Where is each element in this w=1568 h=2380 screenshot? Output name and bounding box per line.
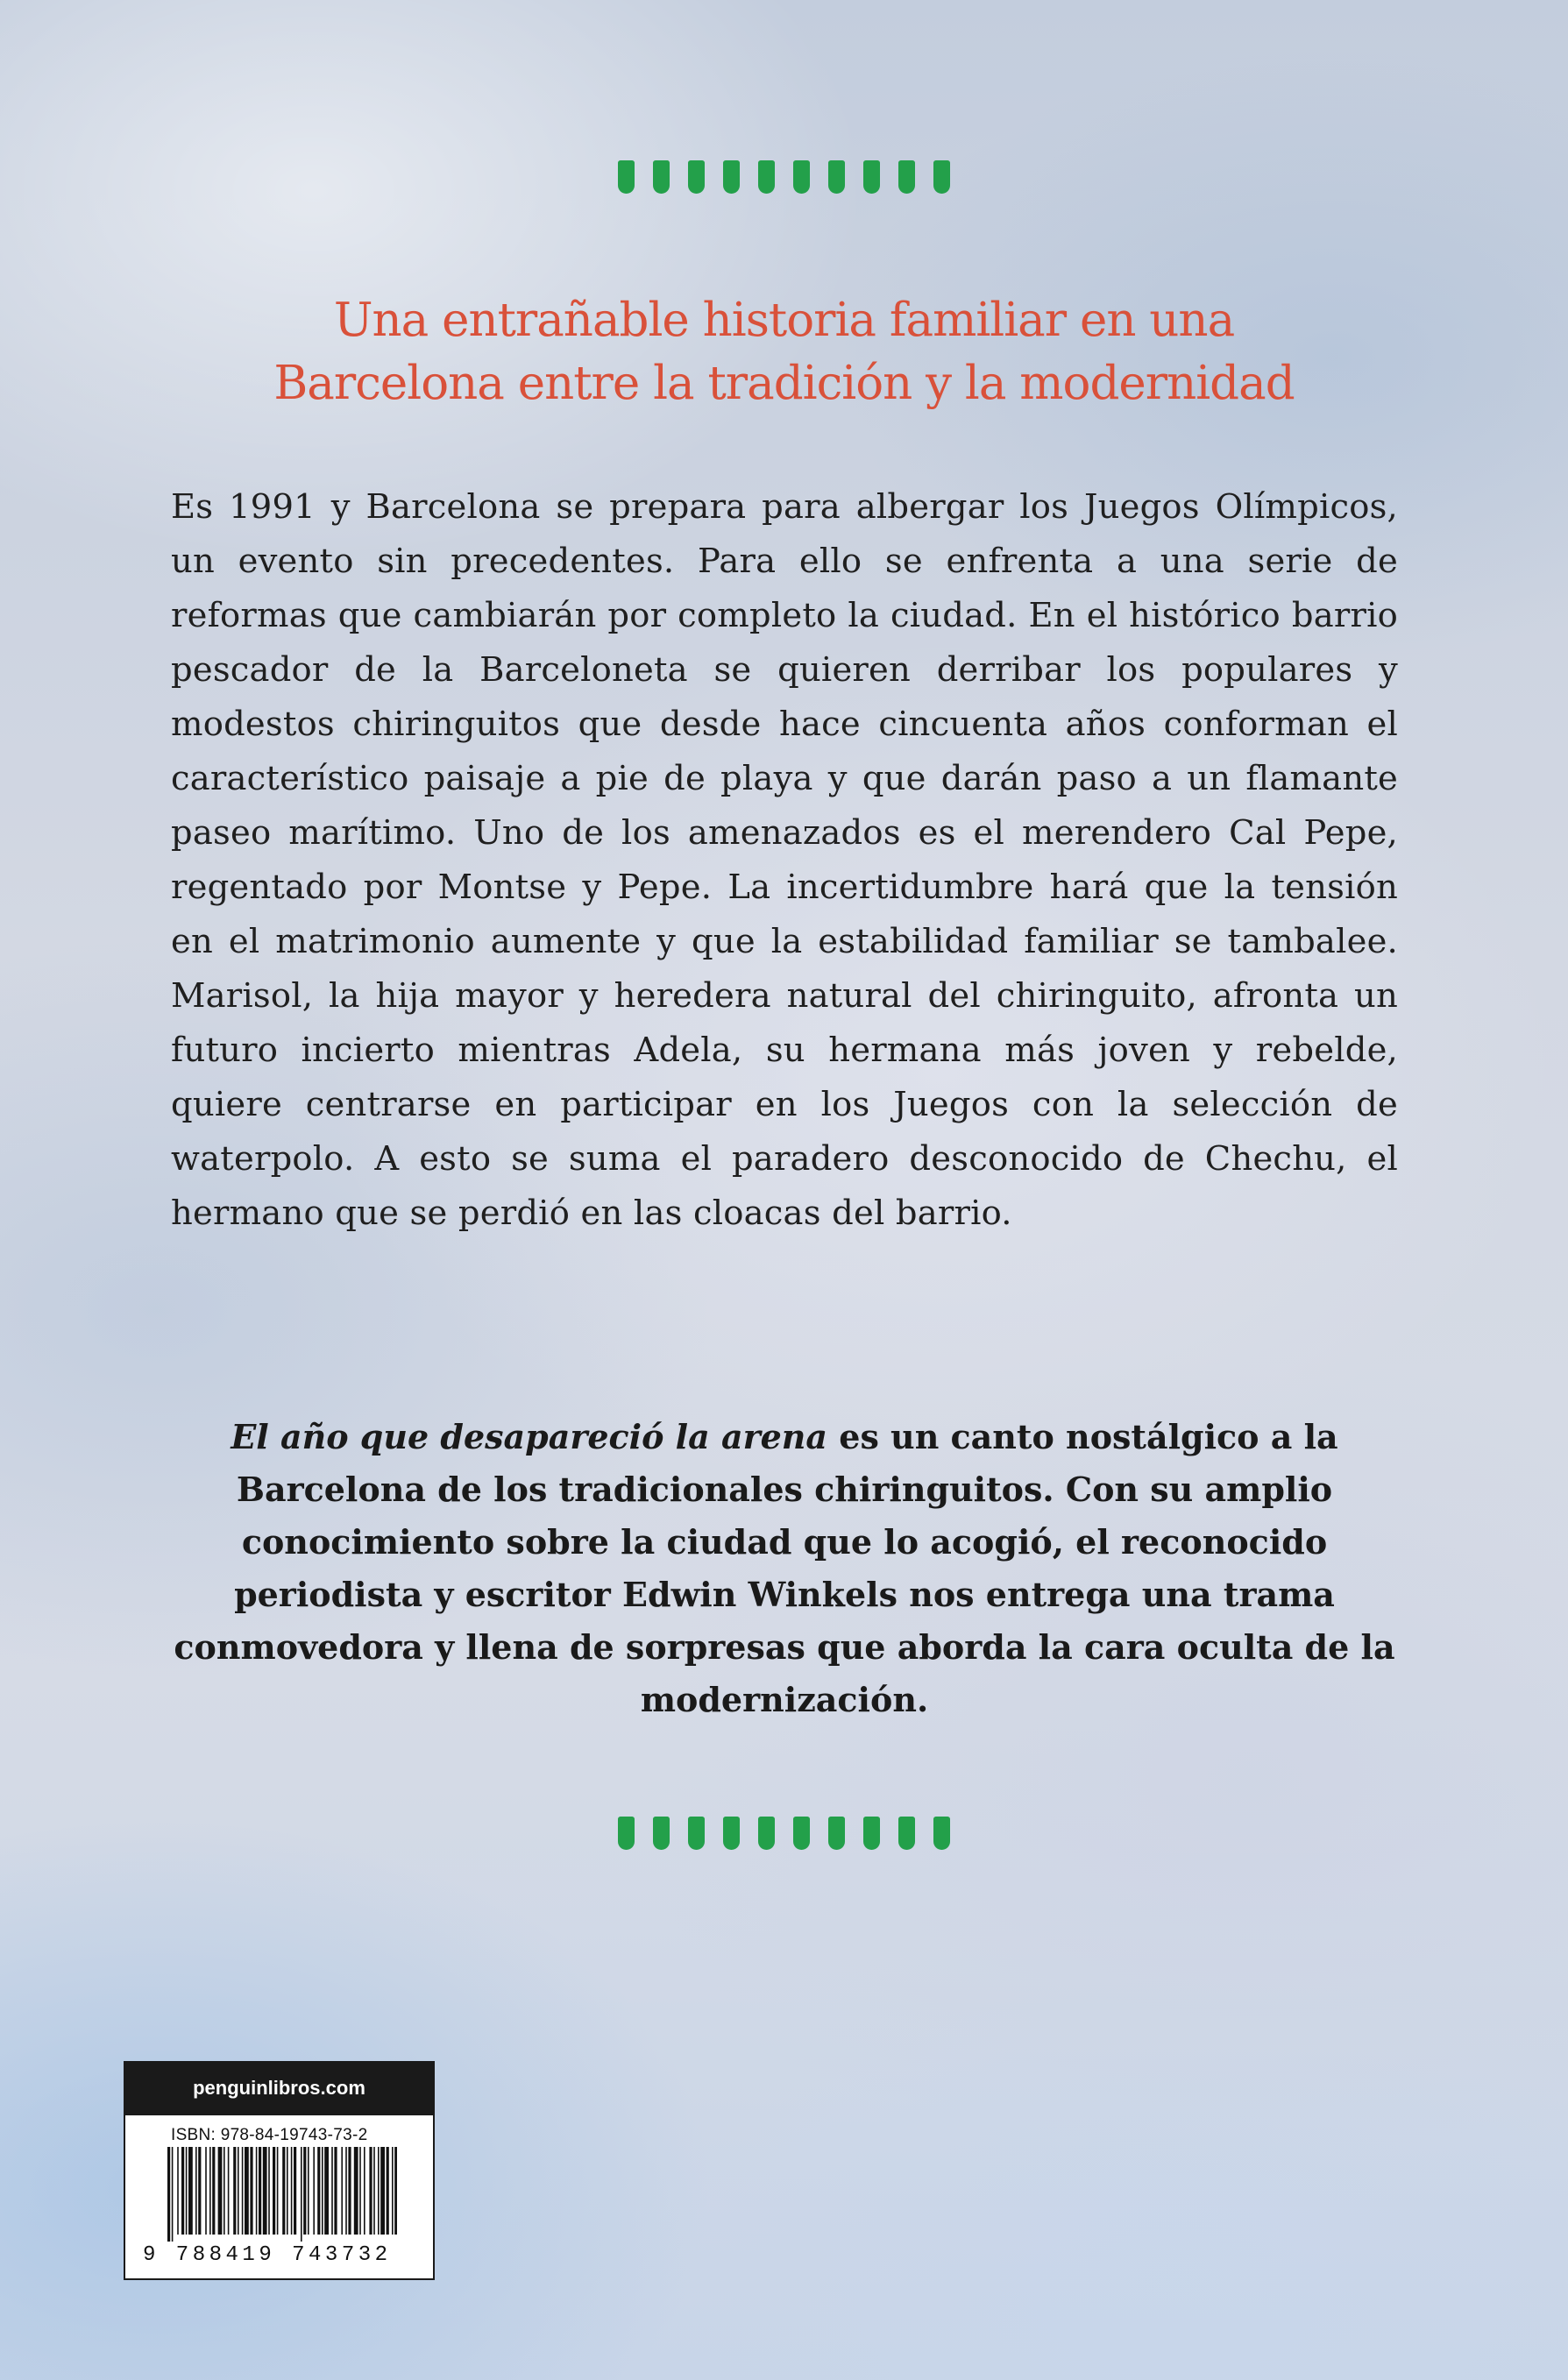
- barcode-bar: [334, 2147, 337, 2235]
- barcode-bar: [277, 2147, 279, 2235]
- ornament-tick: [898, 1817, 915, 1850]
- barcode-bar: [250, 2147, 252, 2235]
- ornament-tick: [793, 1817, 810, 1850]
- barcode-bar: [223, 2147, 225, 2235]
- ornament-tick: [653, 160, 670, 194]
- synopsis-paragraph: Es 1991 y Barcelona se prepara para albergar los Juegos Olímpicos, un evento sin precedentes. Para ello se enfrenta a una serie de reformas que cambiarán por completo la ciudad. En el histórico barrio pescador de la Barceloneta se quieren derribar los populares y modestos chiringuitos que desde hace cincuenta años conforman el característico paisaje a pie de playa y que darán paso a un flamante paseo marítimo. Uno de los amenazados es el merendero Cal Pepe, regentado por Montse y Pepe. La incertidumbre hará que la tensión en el matrimonio aumente y que la estabilidad familiar se tambalee. Marisol, la hija mayor y heredera natural del chiringuito, afronta un futuro incierto mientras Adela, su hermana más joven y rebelde, quiere centrarse en participar en los Juegos con la selección de waterpolo. A esto se suma el paradero desconocido de Chechu, el hermano que se perdió en las cloacas del barrio.: [171, 487, 1398, 1233]
- barcode-bar: [369, 2147, 372, 2235]
- barcode-bar: [380, 2147, 385, 2235]
- ornament-tick: [863, 160, 880, 194]
- barcode-bar: [245, 2147, 249, 2235]
- barcode-bar: [392, 2147, 394, 2235]
- barcode-digits: 9 788419 743732: [143, 2243, 392, 2267]
- barcode-bar: [259, 2147, 261, 2235]
- headline-line-2: Barcelona entre la tradición y la modernidad: [273, 357, 1295, 410]
- ornament-tick: [723, 160, 740, 194]
- barcode-bar: [242, 2147, 244, 2235]
- barcode-bar: [341, 2147, 343, 2235]
- closing-paragraph: [149, 1411, 1420, 1726]
- barcode-bar: [181, 2147, 184, 2235]
- barcode-bar: [331, 2147, 333, 2235]
- ornament-tick: [758, 1817, 775, 1850]
- isbn-block: [124, 2061, 435, 2280]
- barcode-bar: [263, 2147, 267, 2235]
- ornament-tick: [688, 1817, 705, 1850]
- barcode-bar: [228, 2147, 230, 2235]
- barcode-bar: [303, 2147, 306, 2235]
- publisher-website: penguinlibros.com: [125, 2063, 433, 2115]
- barcode-bar: [188, 2147, 193, 2235]
- ornament-tick: [758, 160, 775, 194]
- ornament-tick: [793, 160, 810, 194]
- closing-text: es un canto nostálgico a la Barcelona de los tradicionales chiringuitos. Con su amplio conocimiento sobre la ciudad que lo acogió, el reconocido periodista y escritor Edwin Winkels nos entrega una trama conmovedora y llena de sorpresas que aborda la cara oculta de la modernización.: [174, 1417, 1395, 1719]
- barcode-bar: [256, 2147, 258, 2235]
- ornament-tick: [933, 160, 950, 194]
- ornament-tick: [828, 1817, 845, 1850]
- top-ornament: [0, 160, 1568, 194]
- ornament-tick: [828, 160, 845, 194]
- barcode-bar: [294, 2147, 296, 2235]
- isbn-label: ISBN: 978-84-19743-73-2: [171, 2126, 368, 2144]
- barcode-bar: [348, 2147, 351, 2235]
- barcode-bar: [195, 2147, 197, 2235]
- barcode-bar: [359, 2147, 361, 2235]
- barcode-bar: [205, 2147, 207, 2235]
- barcode-bar: [186, 2147, 188, 2235]
- ornament-tick: [898, 160, 915, 194]
- ornament-tick: [618, 1817, 635, 1850]
- barcode-bar: [268, 2147, 270, 2235]
- barcode-bar: [177, 2147, 179, 2235]
- ornament-tick: [933, 1817, 950, 1850]
- barcode-bar: [287, 2147, 288, 2235]
- barcode-bar: [172, 2147, 174, 2242]
- barcode-bar: [322, 2147, 323, 2235]
- barcode-bar: [209, 2147, 211, 2235]
- barcode-bar: [354, 2147, 358, 2235]
- barcode-bar: [273, 2147, 275, 2235]
- barcode-bar: [394, 2147, 397, 2235]
- barcode-bar: [218, 2147, 223, 2235]
- headline: [131, 289, 1437, 415]
- barcode-bar: [212, 2147, 215, 2235]
- ornament-tick: [688, 160, 705, 194]
- headline-line-1: Una entrañable historia familiar en una: [333, 294, 1235, 347]
- barcode-bar: [345, 2147, 347, 2235]
- ornament-tick: [863, 1817, 880, 1850]
- book-title: El año que desapareció la arena: [231, 1417, 828, 1456]
- ornament-tick: [723, 1817, 740, 1850]
- barcode-bar: [198, 2147, 201, 2235]
- barcode-bar: [291, 2147, 293, 2235]
- ornament-tick: [618, 160, 635, 194]
- barcode-bar: [167, 2147, 170, 2242]
- barcode-bar: [324, 2147, 329, 2235]
- barcode-bar: [233, 2147, 236, 2235]
- ornament-tick: [653, 1817, 670, 1850]
- barcode-bar: [317, 2147, 320, 2235]
- barcode-bar: [282, 2147, 285, 2235]
- bottom-ornament: [0, 1817, 1568, 1850]
- barcode-bar: [387, 2147, 389, 2235]
- barcode-bar: [364, 2147, 365, 2235]
- barcode-bar: [373, 2147, 375, 2235]
- barcode-bar: [238, 2147, 239, 2235]
- barcode-bar: [378, 2147, 380, 2235]
- barcode-bar: [301, 2147, 302, 2242]
- barcode-bar: [313, 2147, 315, 2235]
- barcode-bar: [308, 2147, 309, 2235]
- barcode: [167, 2147, 397, 2242]
